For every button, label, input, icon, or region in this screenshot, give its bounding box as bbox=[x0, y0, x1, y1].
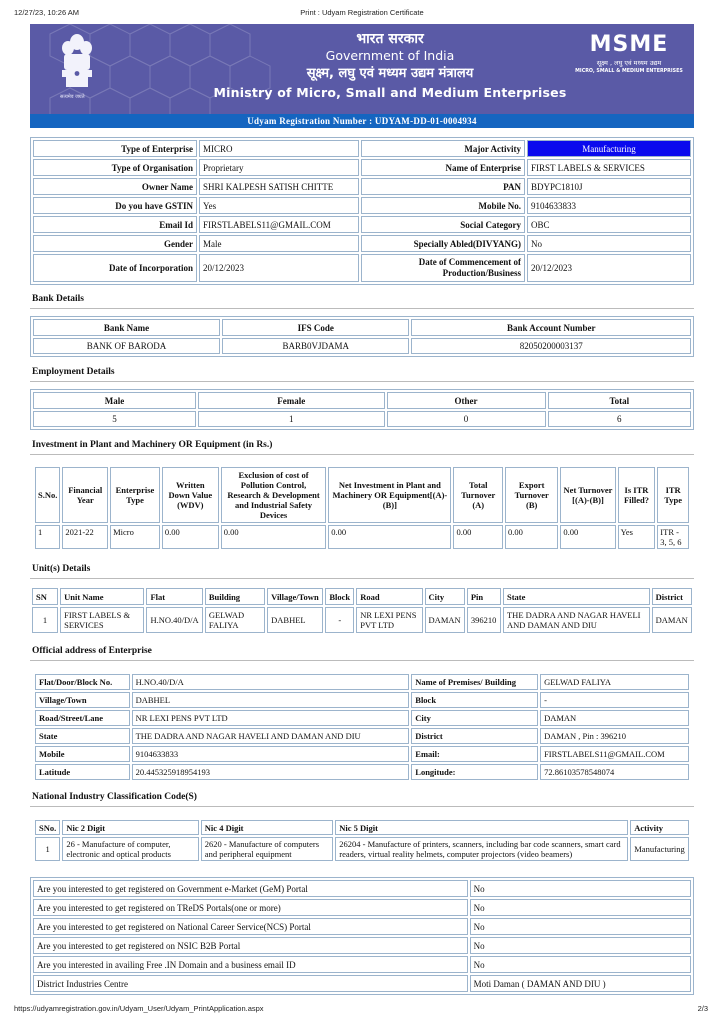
divider bbox=[30, 381, 694, 382]
nic-header-2digit: Nic 2 Digit bbox=[62, 820, 198, 835]
inv-exclusion: 0.00 bbox=[221, 525, 327, 549]
value-divyang: No bbox=[527, 235, 691, 252]
question-treds: Are you interested to get registered on TReDS Portals(one or more) bbox=[33, 899, 468, 916]
inv-export-turnover: 0.00 bbox=[505, 525, 558, 549]
inv-enterprise-type: Micro bbox=[110, 525, 160, 549]
label-divyang: Specially Abled(DIVYANG) bbox=[361, 235, 525, 252]
divider bbox=[30, 578, 694, 579]
unit-building: GELWAD FALIYA bbox=[205, 607, 265, 633]
inv-itr-filled: Yes bbox=[618, 525, 656, 549]
inv-net-investment: 0.00 bbox=[328, 525, 451, 549]
inv-header-net-investment: Net Investment in Plant and Machinery OR Equipment[(A)-(B)] bbox=[328, 467, 451, 523]
inv-header-export-turnover: Export Turnover (B) bbox=[505, 467, 558, 523]
inv-header-wdv: Written Down Value (WDV) bbox=[162, 467, 219, 523]
addr-value-latitude: 20.445325918954193 bbox=[132, 764, 410, 780]
label-social-category: Social Category bbox=[361, 216, 525, 233]
addr-value-premises: GELWAD FALIYA bbox=[540, 674, 689, 690]
unit-pin: 396210 bbox=[467, 607, 501, 633]
official-address-table bbox=[33, 672, 691, 782]
unit-flat: H.NO.40/D/A bbox=[146, 607, 202, 633]
answer-in-domain: No bbox=[470, 956, 691, 973]
nic-heading: National Industry Classification Code(S) bbox=[32, 792, 197, 802]
nic-activity: Manufacturing bbox=[630, 837, 689, 861]
value-major-activity: Manufacturing bbox=[527, 140, 691, 157]
question-gem: Are you interested to get registered on Government e-Market (GeM) Portal bbox=[33, 880, 468, 897]
divider bbox=[30, 308, 694, 309]
unit-city: DAMAN bbox=[425, 607, 465, 633]
label-type-of-organisation: Type of Organisation bbox=[33, 159, 197, 176]
banner-english-ministry: Ministry of Micro, Small and Medium Enterprises bbox=[213, 85, 567, 100]
employment-details-heading: Employment Details bbox=[32, 367, 115, 377]
value-gstin: Yes bbox=[199, 197, 359, 214]
value-name-of-enterprise: FIRST LABELS & SERVICES bbox=[527, 159, 691, 176]
inv-itr-type: ITR - 3, 5, 6 bbox=[657, 525, 689, 549]
unit-header-pin: Pin bbox=[467, 588, 501, 605]
nic-header-sno: SNo. bbox=[35, 820, 60, 835]
addr-value-block: - bbox=[540, 692, 689, 708]
unit-header-city: City bbox=[425, 588, 465, 605]
addr-value-district: DAMAN , Pin : 396210 bbox=[540, 728, 689, 744]
answer-gem: No bbox=[470, 880, 691, 897]
print-header bbox=[0, 8, 724, 22]
answer-ncs: No bbox=[470, 918, 691, 935]
addr-label-longitude: Longitude: bbox=[411, 764, 538, 780]
bank-details-table bbox=[30, 316, 694, 357]
employment-male-value: 5 bbox=[33, 411, 196, 427]
ministry-banner bbox=[30, 24, 694, 116]
bank-details-heading: Bank Details bbox=[32, 294, 84, 304]
unit-header-sn: SN bbox=[32, 588, 58, 605]
unit-header-village: Village/Town bbox=[267, 588, 323, 605]
msme-logo bbox=[570, 32, 688, 76]
label-mobile: Mobile No. bbox=[361, 197, 525, 214]
print-page-number: 2/3 bbox=[697, 1004, 708, 1013]
investment-table bbox=[33, 465, 691, 551]
print-footer bbox=[0, 1004, 724, 1018]
employment-header-other: Other bbox=[387, 392, 546, 409]
official-address-heading: Official address of Enterprise bbox=[32, 646, 152, 656]
value-mobile: 9104633833 bbox=[527, 197, 691, 214]
addr-value-state: THE DADRA AND NAGAR HAVELI AND DAMAN AND DIU bbox=[132, 728, 410, 744]
addr-value-road: NR LEXI PENS PVT LTD bbox=[132, 710, 410, 726]
inv-wdv: 0.00 bbox=[162, 525, 219, 549]
addr-label-premises: Name of Premises/ Building bbox=[411, 674, 538, 690]
unit-header-district: District bbox=[652, 588, 692, 605]
print-url: https://udyamregistration.gov.in/Udyam_User/Udyam_PrintApplication.aspx bbox=[14, 1004, 264, 1013]
bank-header-ifsc: IFS Code bbox=[222, 319, 410, 336]
unit-road: NR LEXI PENS PVT LTD bbox=[356, 607, 422, 633]
inv-sno: 1 bbox=[35, 525, 60, 549]
unit-header-building: Building bbox=[205, 588, 265, 605]
nic-table bbox=[33, 818, 691, 863]
employment-header-female: Female bbox=[198, 392, 385, 409]
label-pan: PAN bbox=[361, 178, 525, 195]
inv-net-turnover: 0.00 bbox=[560, 525, 615, 549]
label-gender: Gender bbox=[33, 235, 197, 252]
inv-header-itr-filled: Is ITR Filled? bbox=[618, 467, 656, 523]
addr-value-email: FIRSTLABELS11@GMAIL.COM bbox=[540, 746, 689, 762]
label-major-activity: Major Activity bbox=[361, 140, 525, 157]
enterprise-info-table bbox=[30, 137, 694, 285]
emblem-caption: सत्यमेव जयते bbox=[60, 94, 85, 100]
value-pan: BDYPC1810J bbox=[527, 178, 691, 195]
bank-name-value: BANK OF BARODA bbox=[33, 338, 220, 354]
question-in-domain: Are you interested in availing Free .IN Domain and a business email ID bbox=[33, 956, 468, 973]
inv-header-itr-type: ITR Type bbox=[657, 467, 689, 523]
banner-english-government: Government of India bbox=[325, 48, 455, 63]
value-email: FIRSTLABELS11@GMAIL.COM bbox=[199, 216, 359, 233]
unit-header-road: Road bbox=[356, 588, 422, 605]
investment-heading: Investment in Plant and Machinery OR Equipment (in Rs.) bbox=[32, 440, 273, 450]
addr-label-village: Village/Town bbox=[35, 692, 130, 708]
label-name-of-enterprise: Name of Enterprise bbox=[361, 159, 525, 176]
inv-header-total-turnover: Total Turnover (A) bbox=[453, 467, 503, 523]
unit-details-heading: Unit(s) Details bbox=[32, 564, 91, 574]
divider bbox=[30, 806, 694, 807]
inv-header-exclusion: Exclusion of cost of Pollution Control, Research & Development and Industrial Safety Devices bbox=[221, 467, 327, 523]
nic-header-5digit: Nic 5 Digit bbox=[335, 820, 628, 835]
inv-header-net-turnover: Net Turnover [(A)-(B)] bbox=[560, 467, 615, 523]
value-gender: Male bbox=[199, 235, 359, 252]
label-date-of-incorporation: Date of Incorporation bbox=[33, 254, 197, 282]
value-type-of-organisation: Proprietary bbox=[199, 159, 359, 176]
bank-header-account: Bank Account Number bbox=[411, 319, 691, 336]
inv-financial-year: 2021-22 bbox=[62, 525, 108, 549]
unit-header-state: State bbox=[503, 588, 650, 605]
inv-header-enterprise-type: Enterprise Type bbox=[110, 467, 160, 523]
unit-header-flat: Flat bbox=[146, 588, 202, 605]
question-ncs: Are you interested to get registered on National Career Service(NCS) Portal bbox=[33, 918, 468, 935]
banner-hindi-government: भारत सरकार bbox=[356, 31, 424, 47]
nic-4digit: 2620 - Manufacture of computers and peripheral equipment bbox=[201, 837, 333, 861]
addr-value-longitude: 72.86103578548074 bbox=[540, 764, 689, 780]
employment-header-male: Male bbox=[33, 392, 196, 409]
employment-total-value: 6 bbox=[548, 411, 691, 427]
label-type-of-enterprise: Type of Enterprise bbox=[33, 140, 197, 157]
unit-header-name: Unit Name bbox=[60, 588, 144, 605]
label-owner-name: Owner Name bbox=[33, 178, 197, 195]
addr-label-flat: Flat/Door/Block No. bbox=[35, 674, 130, 690]
addr-label-district: District bbox=[411, 728, 538, 744]
addr-label-road: Road/Street/Lane bbox=[35, 710, 130, 726]
label-district-industries-centre: District Industries Centre bbox=[33, 975, 468, 992]
value-district-industries-centre: Moti Daman ( DAMAN AND DIU ) bbox=[470, 975, 691, 992]
inv-header-financial-year: Financial Year bbox=[62, 467, 108, 523]
print-datetime: 12/27/23, 10:26 AM bbox=[14, 8, 80, 17]
inv-total-turnover: 0.00 bbox=[453, 525, 503, 549]
addr-label-mobile: Mobile bbox=[35, 746, 130, 762]
unit-header-block: Block bbox=[325, 588, 354, 605]
unit-state: THE DADRA AND NAGAR HAVELI AND DAMAN AND DIU bbox=[503, 607, 650, 633]
addr-label-email: Email: bbox=[411, 746, 538, 762]
portal-interest-table bbox=[30, 877, 694, 995]
value-social-category: OBC bbox=[527, 216, 691, 233]
addr-label-latitude: Latitude bbox=[35, 764, 130, 780]
unit-sn: 1 bbox=[32, 607, 58, 633]
label-date-of-commencement: Date of Commencement of Production/Business bbox=[361, 254, 525, 282]
bank-ifsc-value: BARB0VJDAMA bbox=[222, 338, 410, 354]
value-type-of-enterprise: MICRO bbox=[199, 140, 359, 157]
addr-value-village: DABHEL bbox=[132, 692, 410, 708]
addr-value-city: DAMAN bbox=[540, 710, 689, 726]
employment-header-total: Total bbox=[548, 392, 691, 409]
employment-details-table bbox=[30, 389, 694, 430]
msme-logo-hindi: सूक्ष्म , लघु एवं मध्यम उद्यम bbox=[596, 59, 662, 67]
unit-block: - bbox=[325, 607, 354, 633]
divider bbox=[30, 660, 694, 661]
banner-hindi-ministry: सूक्ष्म, लघु एवं मध्यम उद्यम मंत्रालय bbox=[306, 66, 474, 81]
divider bbox=[30, 454, 694, 455]
udyam-registration-number: Udyam Registration Number : UDYAM-DD-01-0004934 bbox=[30, 114, 694, 128]
unit-details-table bbox=[30, 586, 694, 635]
addr-label-state: State bbox=[35, 728, 130, 744]
unit-district: DAMAN bbox=[652, 607, 692, 633]
msme-logo-english: MICRO, SMALL & MEDIUM ENTERPRISES bbox=[575, 69, 683, 74]
answer-treds: No bbox=[470, 899, 691, 916]
inv-header-sno: S.No. bbox=[35, 467, 60, 523]
value-owner-name: SHRI KALPESH SATISH CHITTE bbox=[199, 178, 359, 195]
label-gstin: Do you have GSTIN bbox=[33, 197, 197, 214]
label-email: Email Id bbox=[33, 216, 197, 233]
bank-account-value: 82050200003137 bbox=[411, 338, 691, 354]
nic-header-activity: Activity bbox=[630, 820, 689, 835]
employment-female-value: 1 bbox=[198, 411, 385, 427]
unit-village: DABHEL bbox=[267, 607, 323, 633]
unit-name: FIRST LABELS & SERVICES bbox=[60, 607, 144, 633]
addr-label-block: Block bbox=[411, 692, 538, 708]
national-emblem-icon bbox=[58, 32, 96, 92]
addr-label-city: City bbox=[411, 710, 538, 726]
nic-2digit: 26 - Manufacture of computer, electronic and optical products bbox=[62, 837, 198, 861]
addr-value-mobile: 9104633833 bbox=[132, 746, 410, 762]
nic-sno: 1 bbox=[35, 837, 60, 861]
bank-header-name: Bank Name bbox=[33, 319, 220, 336]
nic-5digit: 26204 - Manufacture of printers, scanners, including bar code scanners, smart card readers, virtual reality helmets, computer projectors (video beamers) bbox=[335, 837, 628, 861]
msme-logo-text: MSME bbox=[589, 32, 669, 57]
value-date-of-commencement: 20/12/2023 bbox=[527, 254, 691, 282]
value-date-of-incorporation: 20/12/2023 bbox=[199, 254, 359, 282]
employment-other-value: 0 bbox=[387, 411, 546, 427]
question-nsic: Are you interested to get registered on NSIC B2B Portal bbox=[33, 937, 468, 954]
answer-nsic: No bbox=[470, 937, 691, 954]
print-title: Print : Udyam Registration Certificate bbox=[300, 8, 424, 17]
nic-header-4digit: Nic 4 Digit bbox=[201, 820, 333, 835]
addr-value-flat: H.NO.40/D/A bbox=[132, 674, 410, 690]
